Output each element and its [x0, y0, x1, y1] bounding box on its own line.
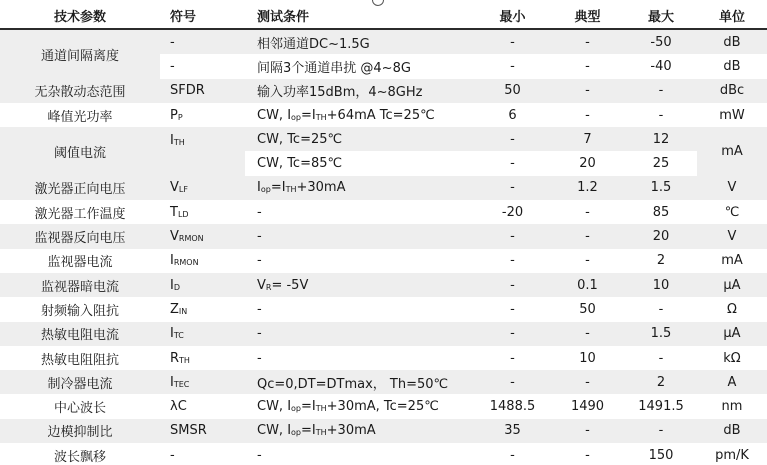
max-cell: 85	[625, 200, 697, 224]
table-row	[0, 297, 767, 321]
typ-cell: 7	[550, 127, 625, 151]
min-cell: 6	[475, 103, 550, 127]
symbol-cell	[160, 346, 245, 370]
max-cell: 1491.5	[625, 394, 697, 418]
max-cell: 2	[625, 249, 697, 273]
unit-cell: V	[697, 224, 767, 248]
min-cell: -	[475, 346, 550, 370]
typ-cell: -	[550, 29, 625, 54]
symbol-cell	[160, 176, 245, 200]
symbol-main: R	[170, 350, 180, 366]
unit-cell: dB	[697, 419, 767, 443]
symbol-sub: RMON	[178, 234, 204, 244]
header-max: 最大	[625, 3, 697, 29]
symbol-cell	[160, 322, 245, 346]
max-cell: -40	[625, 54, 697, 78]
symbol-cell	[160, 103, 245, 127]
table-row	[0, 200, 767, 224]
symbol-main: I	[170, 277, 174, 293]
typ-cell: -	[550, 443, 625, 465]
max-cell: 10	[625, 273, 697, 297]
min-cell: -	[475, 54, 550, 78]
unit-cell: mA	[697, 127, 767, 176]
symbol-sub: D	[173, 282, 181, 292]
condition-cell	[245, 103, 475, 127]
min-cell: -20	[475, 200, 550, 224]
symbol-sub: TC	[173, 331, 184, 341]
max-cell: -	[625, 79, 697, 103]
symbol-main: I	[170, 253, 174, 269]
unit-cell: A	[697, 370, 767, 394]
symbol-cell	[160, 200, 245, 224]
condition-cell: 间隔3个通道串扰 @4~8G	[245, 54, 475, 78]
condition-sub: op	[291, 404, 302, 414]
condition-sub: R	[265, 282, 272, 292]
condition-text: +64mA Tc=25℃	[326, 107, 435, 123]
min-cell: -	[475, 176, 550, 200]
symbol-cell: λC	[160, 394, 245, 418]
max-cell: -50	[625, 29, 697, 54]
max-cell: -	[625, 419, 697, 443]
symbol-cell	[160, 370, 245, 394]
condition-sub: op	[291, 112, 302, 122]
param-cell: 监视器电流	[0, 249, 160, 273]
condition-cell: -	[245, 346, 475, 370]
header-condition: 测试条件	[245, 3, 475, 29]
param-cell: 制冷器电流	[0, 370, 160, 394]
unit-cell: Ω	[697, 297, 767, 321]
typ-cell: 20	[550, 151, 625, 175]
symbol-cell: -	[160, 29, 245, 54]
table-row	[0, 249, 767, 273]
max-cell: -	[625, 297, 697, 321]
typ-cell: 1.2	[550, 176, 625, 200]
min-cell: 50	[475, 79, 550, 103]
condition-cell: -	[245, 200, 475, 224]
param-cell: 波长飘移	[0, 443, 160, 465]
typ-cell: 50	[550, 297, 625, 321]
unit-cell: V	[697, 176, 767, 200]
max-cell: 20	[625, 224, 697, 248]
table-row	[0, 346, 767, 370]
header-row	[0, 3, 767, 29]
condition-text: CW, I	[257, 423, 292, 439]
min-cell: -	[475, 127, 550, 151]
unit-cell: μA	[697, 273, 767, 297]
symbol-sub: RMON	[173, 258, 199, 268]
symbol-cell	[160, 297, 245, 321]
typ-cell: 1490	[550, 394, 625, 418]
condition-sub: op	[260, 185, 271, 195]
condition-cell	[245, 176, 475, 200]
unit-cell: μA	[697, 322, 767, 346]
condition-text: +30mA, Tc=25℃	[326, 399, 439, 415]
param-cell: 无杂散动态范围	[0, 79, 160, 103]
min-cell: -	[475, 322, 550, 346]
spec-table	[0, 3, 767, 465]
condition-cell: 输入功率15dBm，4~8GHz	[245, 79, 475, 103]
param-cell: 中心波长	[0, 394, 160, 418]
min-cell: -	[475, 297, 550, 321]
condition-text: +30mA	[296, 180, 346, 196]
header-min: 最小	[475, 3, 550, 29]
max-cell: 2	[625, 370, 697, 394]
table-row	[0, 419, 767, 443]
max-cell: 25	[625, 151, 697, 175]
table-row	[0, 224, 767, 248]
typ-cell: -	[550, 370, 625, 394]
symbol-sub: IN	[178, 306, 188, 316]
condition-text: =I	[301, 423, 316, 439]
condition-text: =I	[270, 180, 286, 196]
param-cell: 激光器正向电压	[0, 176, 160, 200]
symbol-main: I	[170, 133, 174, 149]
typ-cell: -	[550, 54, 625, 78]
param-cell: 峰值光功率	[0, 103, 160, 127]
condition-text: CW, I	[257, 107, 292, 123]
symbol-main: P	[170, 107, 178, 123]
min-cell: -	[475, 224, 550, 248]
condition-text: CW, I	[257, 399, 292, 415]
min-cell: -	[475, 273, 550, 297]
table-row	[0, 127, 767, 151]
condition-cell: -	[245, 249, 475, 273]
typ-cell: -	[550, 79, 625, 103]
condition-cell: -	[245, 297, 475, 321]
max-cell: -	[625, 103, 697, 127]
header-unit: 单位	[697, 3, 767, 29]
symbol-main: V	[170, 229, 179, 245]
table-row	[0, 103, 767, 127]
condition-cell	[245, 273, 475, 297]
symbol-sub: TH	[173, 138, 185, 148]
table-row	[0, 394, 767, 418]
unit-cell: mW	[697, 103, 767, 127]
condition-cell: -	[245, 322, 475, 346]
unit-cell: dB	[697, 29, 767, 54]
max-cell: 12	[625, 127, 697, 151]
symbol-cell	[160, 127, 245, 176]
symbol-main: T	[170, 204, 178, 220]
typ-cell: -	[550, 200, 625, 224]
condition-cell: -	[245, 224, 475, 248]
unit-cell: nm	[697, 394, 767, 418]
param-cell: 热敏电阻电流	[0, 322, 160, 346]
typ-cell: -	[550, 103, 625, 127]
header-param: 技术参数	[0, 3, 160, 29]
max-cell: 1.5	[625, 176, 697, 200]
table-row	[0, 443, 767, 465]
unit-cell: dB	[697, 54, 767, 78]
symbol-main: V	[170, 180, 179, 196]
condition-text: =I	[301, 399, 316, 415]
symbol-cell	[160, 249, 245, 273]
header-symbol: 符号	[160, 3, 245, 29]
condition-cell: 相邻通道DC~1.5G	[245, 29, 475, 54]
min-cell: 35	[475, 419, 550, 443]
max-cell: 1.5	[625, 322, 697, 346]
table-row	[0, 370, 767, 394]
unit-cell: pm/K	[697, 443, 767, 465]
max-cell: 150	[625, 443, 697, 465]
param-cell: 阈值电流	[0, 127, 160, 176]
table-row	[0, 273, 767, 297]
table-row	[0, 29, 767, 54]
min-cell: -	[475, 249, 550, 273]
condition-cell: CW, Tc=85℃	[245, 151, 475, 175]
param-cell: 射频输入阻抗	[0, 297, 160, 321]
param-cell: 监视器暗电流	[0, 273, 160, 297]
condition-sub: TH	[315, 404, 327, 414]
condition-cell	[245, 419, 475, 443]
param-cell: 监视器反向电压	[0, 224, 160, 248]
param-cell: 通道间隔离度	[0, 29, 160, 79]
condition-text: =I	[301, 107, 316, 123]
condition-cell: Qc=0,DT=DTmax， Th=50℃	[245, 370, 475, 394]
symbol-cell: -	[160, 443, 245, 465]
max-cell: -	[625, 346, 697, 370]
condition-sub: op	[291, 428, 302, 438]
min-cell: -	[475, 29, 550, 54]
condition-sub: TH	[315, 112, 327, 122]
condition-cell: -	[245, 443, 475, 465]
unit-cell: mA	[697, 249, 767, 273]
symbol-sub: P	[177, 112, 183, 122]
condition-text: I	[257, 180, 261, 196]
condition-sub: TH	[315, 428, 327, 438]
header-typ: 典型	[550, 3, 625, 29]
min-cell: -	[475, 370, 550, 394]
table-row	[0, 79, 767, 103]
symbol-cell	[160, 224, 245, 248]
table-row	[0, 176, 767, 200]
min-cell: -	[475, 151, 550, 175]
symbol-cell	[160, 273, 245, 297]
unit-cell: ℃	[697, 200, 767, 224]
condition-cell	[245, 394, 475, 418]
symbol-main: I	[170, 326, 174, 342]
typ-cell: -	[550, 224, 625, 248]
unit-cell: dBc	[697, 79, 767, 103]
min-cell: 1488.5	[475, 394, 550, 418]
symbol-cell: SMSR	[160, 419, 245, 443]
typ-cell: 10	[550, 346, 625, 370]
symbol-sub: LF	[178, 185, 188, 195]
condition-sub: TH	[285, 185, 297, 195]
param-cell: 热敏电阻阻抗	[0, 346, 160, 370]
min-cell: -	[475, 443, 550, 465]
typ-cell: 0.1	[550, 273, 625, 297]
typ-cell: -	[550, 322, 625, 346]
param-cell: 边模抑制比	[0, 419, 160, 443]
condition-cell: CW, Tc=25℃	[245, 127, 475, 151]
condition-text: V	[257, 277, 266, 293]
condition-text: = -5V	[271, 277, 309, 293]
typ-cell: -	[550, 419, 625, 443]
symbol-sub: TEC	[173, 379, 190, 389]
symbol-cell: -	[160, 54, 245, 78]
unit-cell: kΩ	[697, 346, 767, 370]
param-cell: 激光器工作温度	[0, 200, 160, 224]
symbol-sub: TH	[179, 355, 190, 365]
table-row	[0, 322, 767, 346]
symbol-main: I	[170, 374, 174, 390]
symbol-main: Z	[170, 301, 179, 317]
typ-cell: -	[550, 249, 625, 273]
symbol-cell: SFDR	[160, 79, 245, 103]
symbol-sub: LD	[177, 209, 189, 219]
condition-text: +30mA	[326, 423, 376, 439]
